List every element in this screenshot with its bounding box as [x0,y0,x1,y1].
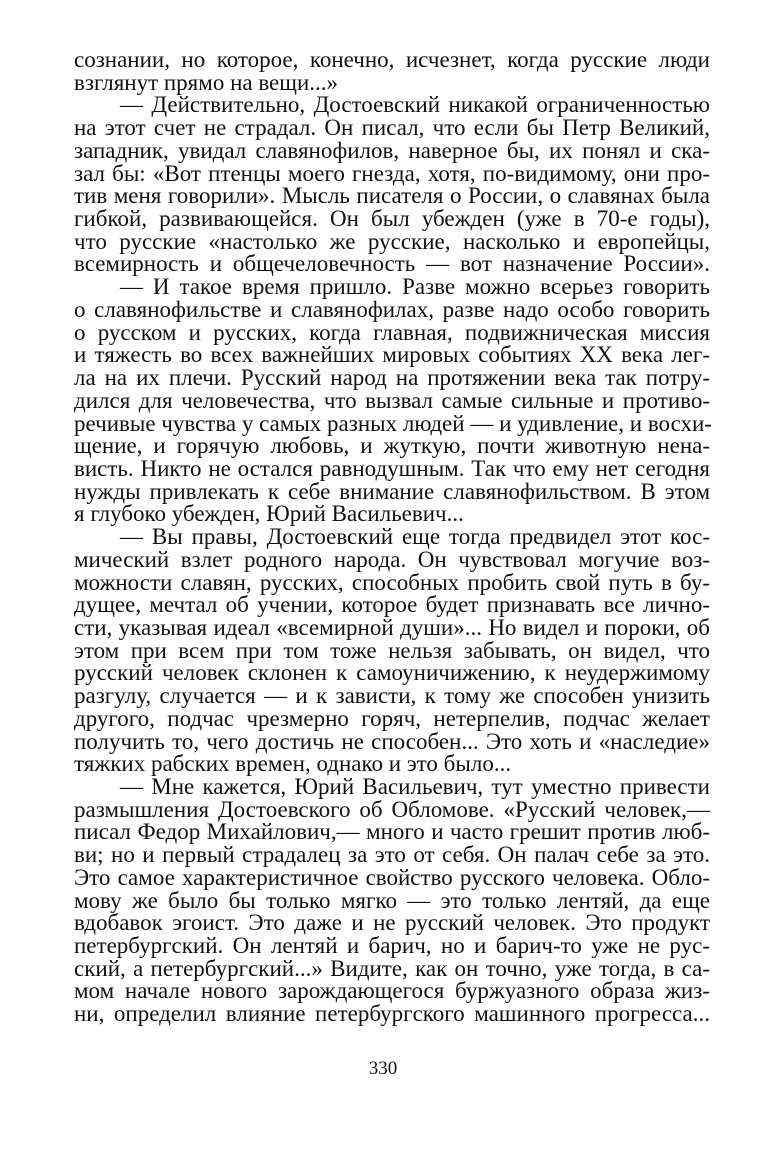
text-line: мову же было бы только мягко — это только лентяй, да еще [74,887,710,913]
text-line: мом начале нового зарождающегося буржуазного образа жиз- [74,978,710,1004]
text-line: нужды привлекать к себе внимание славянофильством. В этом [74,478,710,504]
text-line: тяжких рабских времен, однако и это было... [74,751,512,777]
text-line: получить то, чего достичь не способен... Это хоть и «наследие» [74,728,710,754]
text-line: вдобавок эгоист. Это даже и не русский человек. Это продукт [74,910,710,936]
text-line: ла на их плечи. Русский народ на протяжении века так потру- [74,365,710,391]
text-line: ский, а петербургский...» Видите, как он точно, уже тогда, в са- [74,955,710,981]
text-line: дился для человечества, что вызвал самые сильные и противо- [74,387,710,413]
text-line: зал бы: «Вот птенцы моего гнезда, хотя, по-видимому, они про- [74,160,710,186]
page-number: 330 [368,1058,398,1079]
body-text [74,49,710,1026]
text-line: размышления Достоевского об Обломове. «Русский человек,— [74,796,710,822]
text-line: тив меня говорили». Мысль писателя о России, о славянах была [74,183,710,209]
text-line: писал Федор Михайлович,— много и часто грешит против люб- [74,819,710,845]
text-line: я глубоко убежден, Юрий Васильевич... [74,501,464,527]
text-line: что русские «настолько же русские, насколько и европейцы, [74,228,710,254]
text-line: — Мне кажется, Юрий Васильевич, тут уместно привести [120,774,710,799]
text-line: дущее, мечтал об учении, которое будет признавать все лично- [74,592,710,618]
text-line: гибкой, развивающейся. Он был убежден (уже в 70-е годы), [74,206,710,232]
text-line: — Действительно, Достоевский никакой ограниченностью [120,92,710,118]
text-line: взглянут прямо на вещи...» [74,69,339,95]
text-line: другого, подчас чрезмерно горяч, нетерпелив, подчас желает [74,705,710,731]
text-line: можности славян, русских, способных пробить свой путь в бу- [74,569,710,595]
text-line: сти, указывая идеал «всемирной души»... Но видел и пороки, об [74,614,710,640]
text-line: о русском и русских, когда главная, подвижническая миссия [74,319,710,345]
text-line: о славянофильстве и славянофилах, разве надо особо говорить [74,296,710,322]
text-line: Это самое характеристичное свойство русского человека. Обло- [74,864,710,890]
text-line: русский человек склонен к самоуничижению, к неудержимому [74,660,710,686]
text-line: — И такое время пришло. Разве можно всерьез говорить [120,274,710,300]
text-line: сознании, но которое, конечно, исчезнет, когда русские люди [74,47,710,72]
text-line: этом при всем при том тоже нельзя забывать, он видел, что [74,637,710,663]
text-line: на этот счет не страдал. Он писал, что если бы Петр Великий, [74,115,710,141]
text-line: разгулу, случается — и к зависти, к тому же способен унизить [74,683,710,709]
text-line: речивые чувства у самых разных людей — и удивление, и восхи- [74,410,712,436]
text-line: петербургский. Он лентяй и барич, но и барич-то уже не рус- [74,933,710,959]
text-line: и тяжесть во всех важнейших мировых событиях XX века лег- [74,342,710,368]
text-line: всемирность и общечеловечность — вот назначение России». [74,251,710,277]
text-line: ни, определил влияние петербургского машинного прогресса... [74,1001,710,1027]
text-line: — Вы правы, Достоевский еще тогда предвидел этот кос- [120,524,710,550]
text-line: висть. Никто не остался равнодушным. Так что ему нет сегодня [74,455,710,481]
text-line: щение, и горячую любовь, и жуткую, почти животную нена- [74,433,710,459]
text-line: западник, увидал славянофилов, наверное бы, их понял и ска- [74,137,710,163]
text-line: ви; но и первый страдалец за это от себя. Он палач себе за это. [74,842,710,868]
text-line: мический взлет родного народа. Он чувствовал могучие воз- [74,546,710,572]
